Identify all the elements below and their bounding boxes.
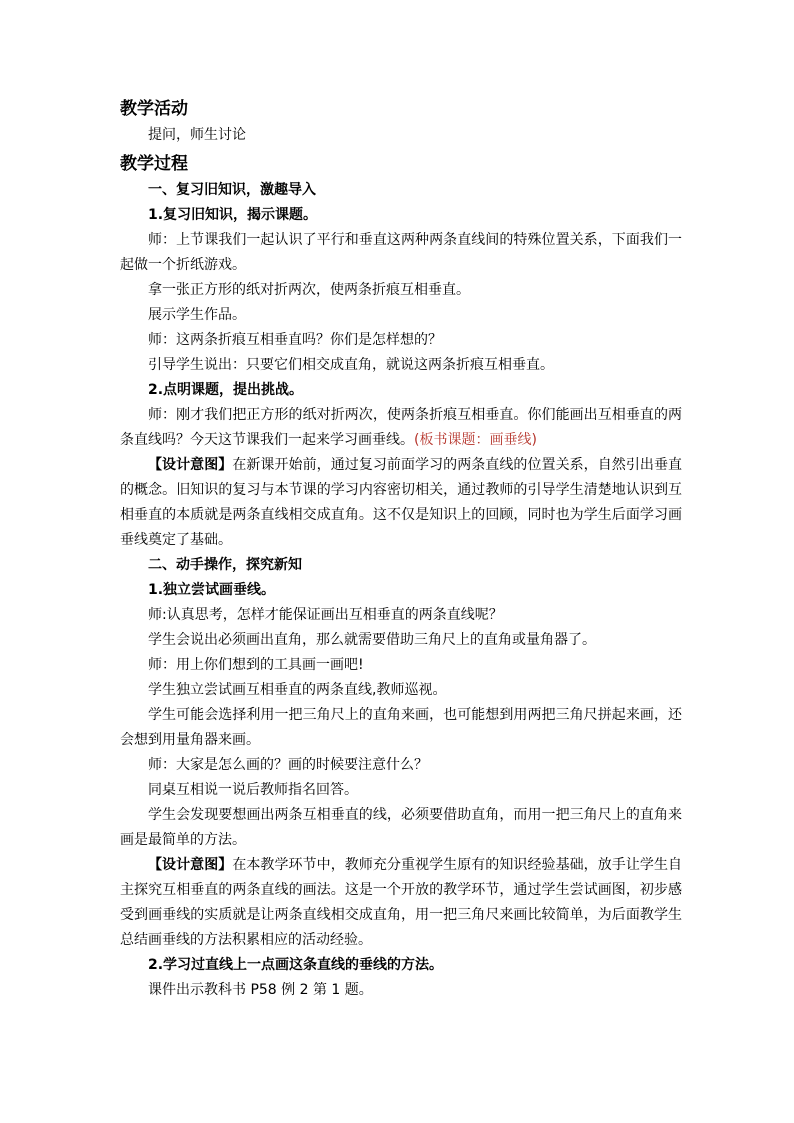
- paragraph-text: 师：刚才我们把正方形的纸对折两次，使两条折痕互相垂直。你们能画出互相垂直的两条直线吗？今天这节课我们一起来学习画垂线。: [120, 407, 682, 448]
- paragraph: 学生独立尝试画互相垂直的两条直线,教师巡视。: [148, 682, 447, 698]
- heading-teaching-process: 教学过程: [120, 154, 188, 174]
- paragraph: 师：用上你们想到的工具画一画吧!: [148, 657, 364, 673]
- paragraph: 展示学生作品。: [148, 307, 246, 323]
- section-1-1-title: 1.复习旧知识，揭示课题。: [148, 207, 318, 223]
- paragraph: [120, 403, 682, 453]
- paragraph: 引导学生说出：只要它们相交成直角，就说这两条折痕互相垂直。: [148, 357, 554, 373]
- design-intent-paragraph: [120, 853, 682, 953]
- section-2-title: 二、动手操作，探究新知: [148, 557, 302, 573]
- board-note: (板书课题：画垂线): [414, 432, 537, 448]
- document-body: [120, 95, 682, 1003]
- section-2-2-title: 2.学习过直线上一点画这条直线的垂线的方法。: [148, 957, 444, 973]
- paragraph: 同桌互相说一说后教师指名回答。: [148, 782, 358, 798]
- paragraph: 学生可能会选择利用一把三角尺上的直角来画，也可能想到用两把三角尺拼起来画，还会想到用量角器来画。: [120, 707, 682, 748]
- design-intent-text: 在本教学环节中，教师充分重视学生原有的知识经验基础，放手让学生自主探究互相垂直的两条直线的画法。这是一个开放的教学环节，通过学生尝试画图，初步感受到画垂线的实质就是让两条直线相交成直角，用一把三角尺来画比较简单，为后面教学生总结画垂线的方法积累相应的活动经验。: [120, 857, 683, 948]
- design-intent-paragraph: [120, 453, 682, 553]
- activity-text: 提问，师生讨论: [148, 127, 246, 143]
- paragraph: 学生会发现要想画出两条互相垂直的线，必须要借助直角，而用一把三角尺上的直角来画是最简单的方法。: [120, 807, 682, 848]
- paragraph: 学生会说出必须画出直角，那么就需要借助三角尺上的直角或量角器了。: [148, 632, 596, 648]
- paragraph: 师：大家是怎么画的？画的时候要注意什么？: [148, 757, 428, 773]
- heading-teaching-activity: 教学活动: [120, 99, 188, 119]
- design-intent-text: 在新课开始前，通过复习前面学习的两条直线的位置关系，自然引出垂直的概念。旧知识的复习与本节课的学习内容密切相关，通过教师的引导学生清楚地认识到互相垂直的本质就是两条直线相交成直角。这不仅是知识上的回顾，同时也为学生后面学习画垂线奠定了基础。: [120, 457, 683, 548]
- section-1-2-title: 2.点明课题，提出挑战。: [148, 382, 304, 398]
- paragraph: 拿一张正方形的纸对折两次，使两条折痕互相垂直。: [148, 282, 470, 298]
- paragraph: 课件出示教科书 P58 例 2 第 1 题。: [148, 982, 373, 998]
- paragraph: 师：这两条折痕互相垂直吗？你们是怎样想的？: [148, 332, 442, 348]
- section-1-title: 一、复习旧知识，激趣导入: [148, 182, 316, 198]
- paragraph: 师：上节课我们一起认识了平行和垂直这两种两条直线间的特殊位置关系，下面我们一起做一个折纸游戏。: [120, 232, 682, 273]
- paragraph: 师:认真思考，怎样才能保证画出互相垂直的两条直线呢？: [148, 607, 503, 623]
- design-intent-label: 【设计意图】: [148, 457, 233, 473]
- section-2-1-title: 1.独立尝试画垂线。: [148, 582, 276, 598]
- design-intent-label: 【设计意图】: [148, 857, 233, 873]
